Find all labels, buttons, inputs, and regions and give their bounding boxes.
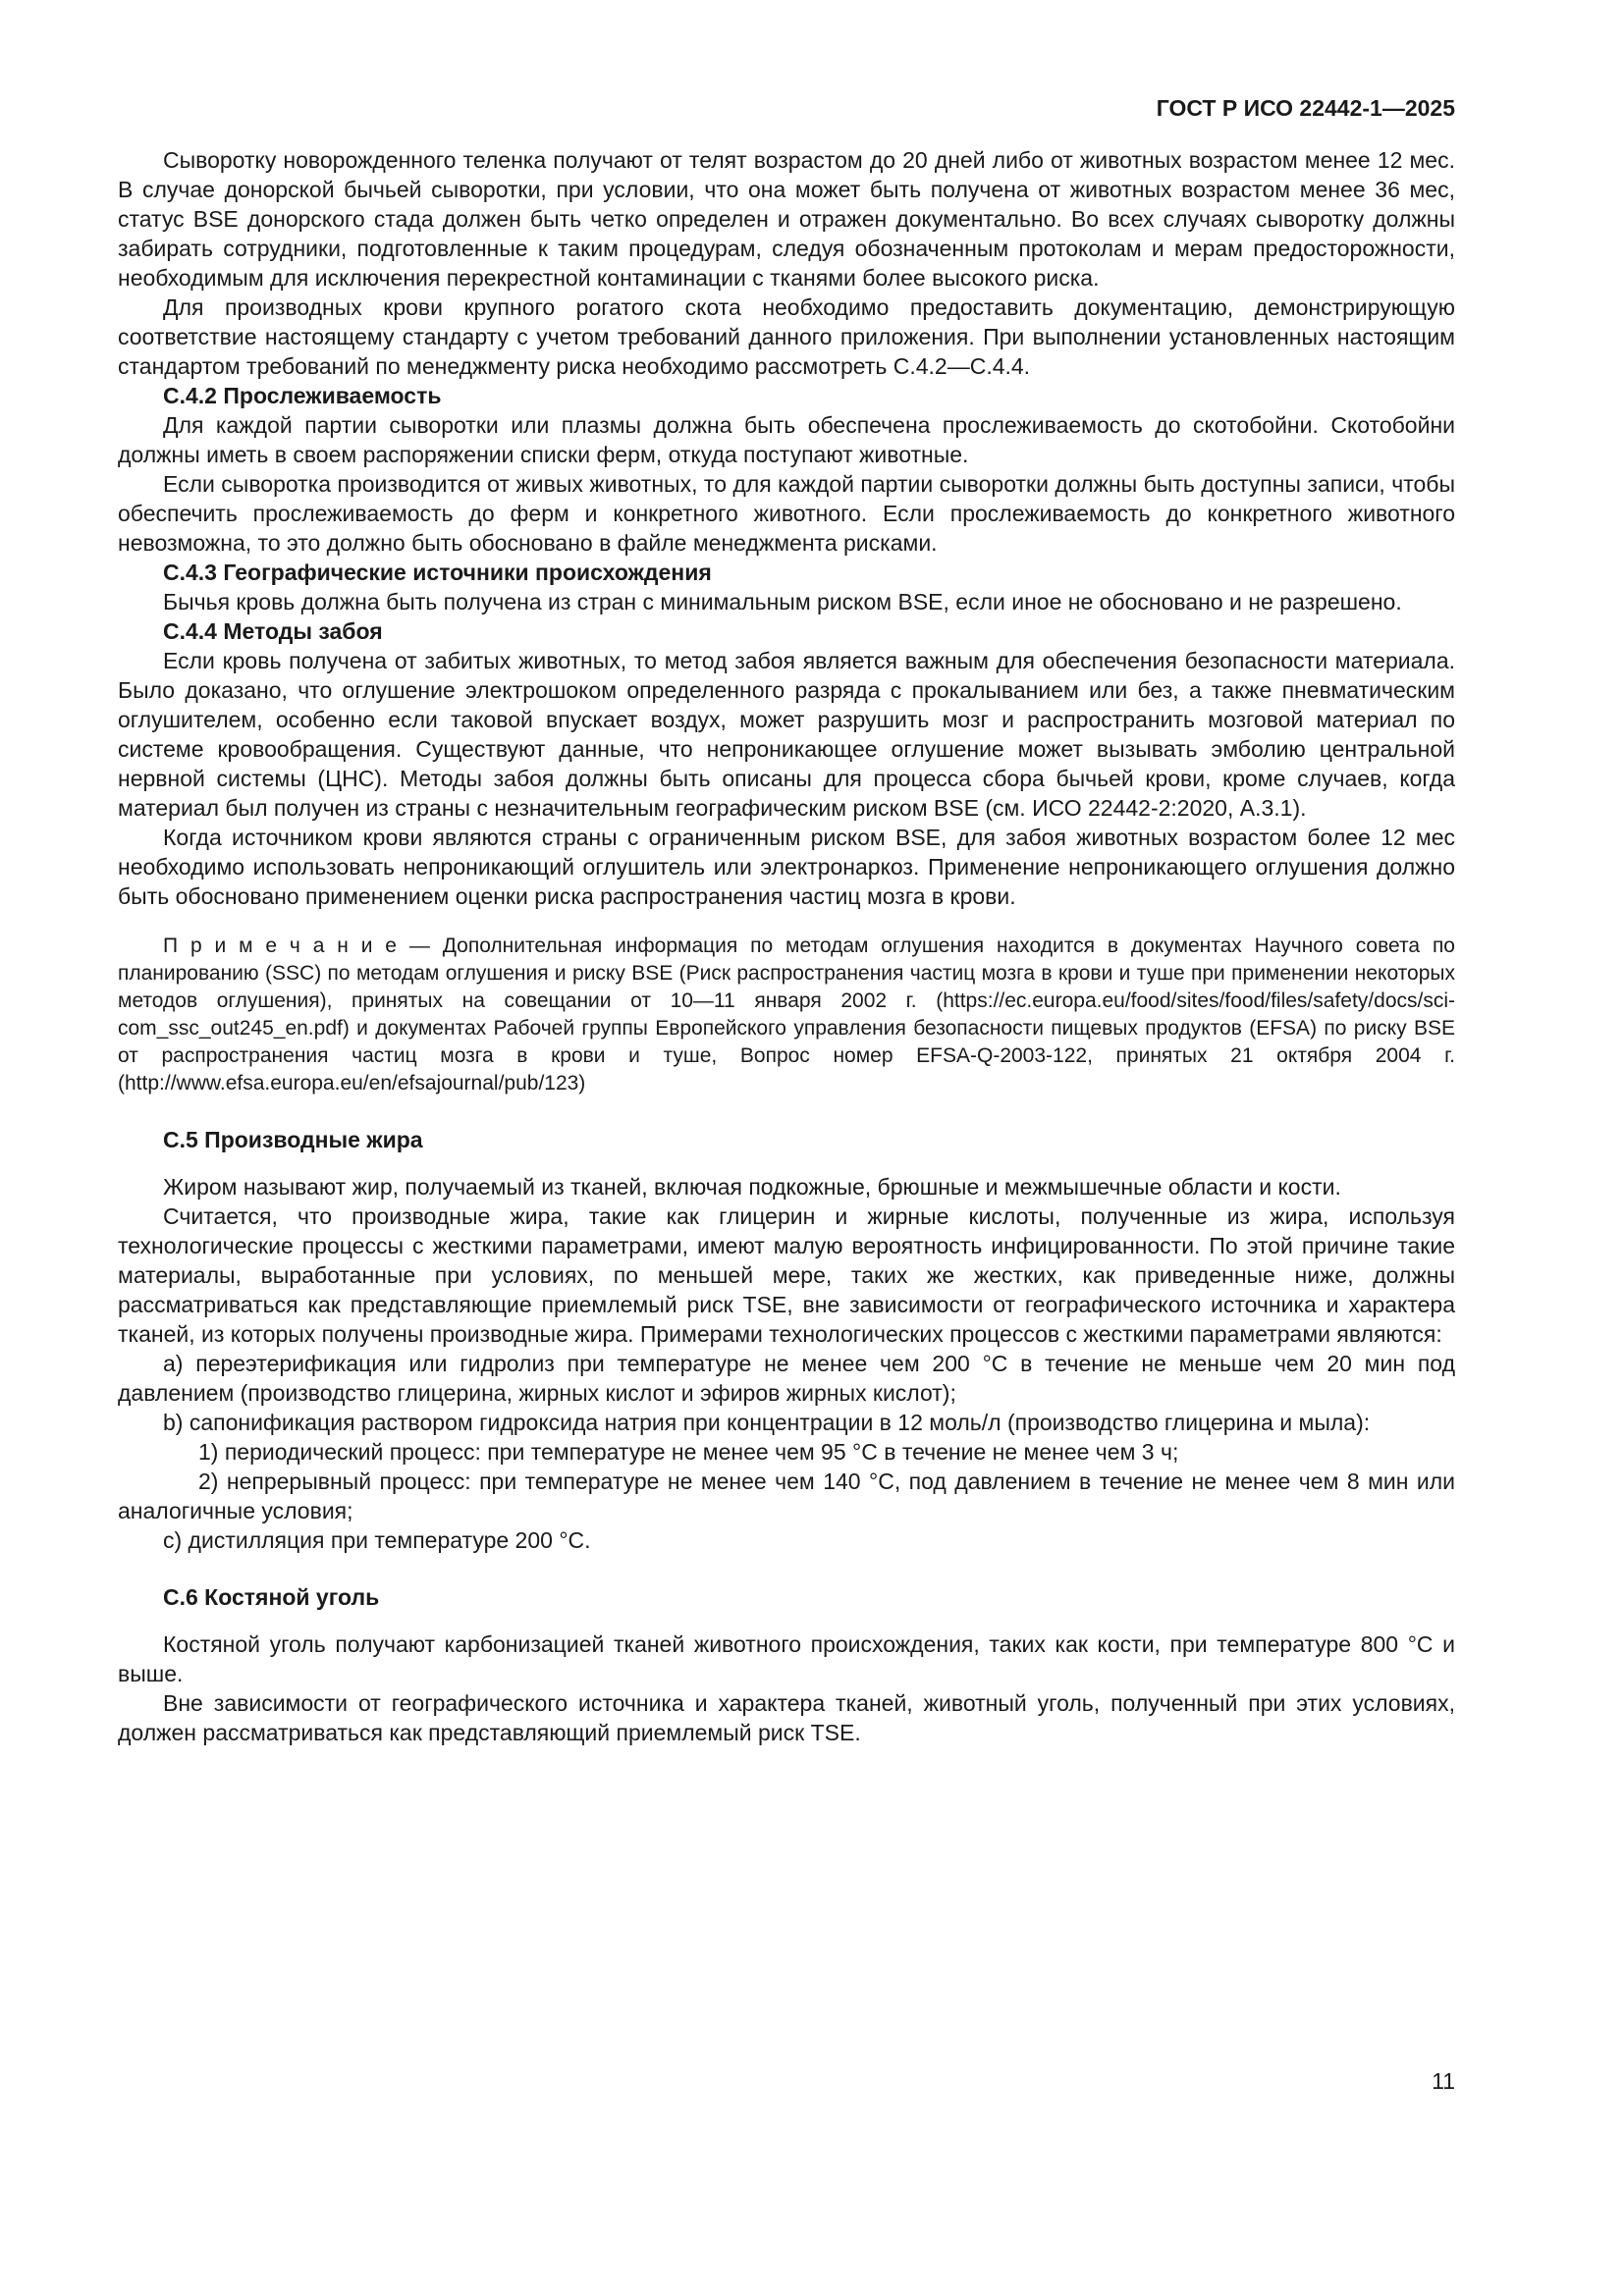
sub-list-item: 2) непрерывный процесс: при температуре не менее чем 140 °С, под давлением в течение не менее чем 8 мин или аналогичные условия; [118,1468,1455,1523]
page-number: 11 [1432,2068,1455,2094]
list-item: c) дистилляция при температуре 200 °С. [163,1527,591,1553]
sub-list-item: 1) периодический процесс: при температуре не менее чем 95 °С в течение не менее чем 3 ч; [198,1439,1179,1465]
section-heading: С.5 Производные жира [163,1127,423,1152]
paragraph: Для производных крови крупного рогатого скота необходимо предоставить документацию, демонстрирующую соответствие настоящему стандарту с учетом требований данного приложения. При выполнении установленных настоящим стандартом требований по менеджменту риска необходимо рассмотреть С.4.2—С.4.4. [118,294,1455,379]
paragraph: Сыворотку новорожденного теленка получают от телят возрастом до 20 дней либо от животных возрастом менее 12 мес. В случае донорской бычьей сыворотки, при условии, что она может быть получена от животных возрастом менее 36 мес, статус BSE донорского стада должен быть четко определен и отражен документально. Во всех случаях сыворотку должны забирать сотрудники, подготовленные к таким процедурам, следуя обозначенным протоколам и мерам предосторожности, необходимым для исключения перекрестной контаминации с тканями более высокого риска. [118,147,1455,291]
paragraph: Вне зависимости от географического источника и характера тканей, животный уголь, полученный при этих условиях, должен рассматриваться как представляющий приемлемый риск TSE. [118,1690,1455,1745]
document-body [118,145,1455,1747]
paragraph: Считается, что производные жира, такие как глицерин и жирные кислоты, полученные из жира, используя технологические процессы с жесткими параметрами, имеют малую вероятность инфицированности. По этой причине такие материалы, выработанные при условиях, по меньшей мере, таких же жестких, как приведенные ниже, должны рассматриваться как представляющие приемлемый риск TSE, вне зависимости от географического источника и характера тканей, из которых получены производные жира. Примерами технологических процессов с жесткими параметрами являются: [118,1203,1455,1347]
paragraph: Если сыворотка производится от живых животных, то для каждой партии сыворотки должны быть доступны записи, чтобы обеспечить прослеживаемость до ферм и конкретного животного. Если прослеживаемость до конкретного животного невозможна, то это должно быть обосновано в файле менеджмента рисками. [118,471,1455,556]
list-item: a) переэтерификация или гидролиз при температуре не менее чем 200 °С в течение не меньше чем 20 мин под давлением (производство глицерина, жирных кислот и эфиров жирных кислот); [118,1351,1455,1406]
note-paragraph: П р и м е ч а н и е — Дополнительная информация по методам оглушения находится в документах Научного совета по планированию (SSC) по методам оглушения и риску BSE (Риск распространения частиц мозга в крови и туше при применении некоторых методов оглушения), принятых на совещании от 10—11 января 2002 г. (https://ec.europa.eu/food/sites/food/files/safety/docs/sci-com_ssc_out245_en.pdf) и документах Рабочей группы Европейского управления безопасности пищевых продуктов (EFSA) по риску BSE от распространения частиц мозга в крови и туше, Вопрос номер EFSA-Q-2003-122, принятых 21 октября 2004 г. (http://www.efsa.europa.eu/en/efsajournal/pub/123) [118,934,1455,1095]
paragraph: Жиром называют жир, получаемый из тканей, включая подкожные, брюшные и межмышечные области и кости. [163,1174,1341,1200]
subsection-heading: С.4.3 Географические источники происхождения [163,560,712,585]
paragraph: Бычья кровь должна быть получена из стран с минимальным риском BSE, если иное не обосновано и не разрешено. [163,589,1402,614]
document-code: ГОСТ Р ИСО 22442-1—2025 [1156,95,1455,121]
page-footer [118,2067,1455,2095]
subsection-heading: С.4.4 Методы забоя [163,618,383,644]
paragraph: Костяной уголь получают карбонизацией тканей животного происхождения, таких как кости, при температуре 800 °С и выше. [118,1631,1455,1686]
paragraph: Если кровь получена от забитых животных, то метод забоя является важным для обеспечения безопасности материала. Было доказано, что оглушение электрошоком определенного разряда с прокалыванием или без, а также пневматическим оглушителем, особенно если таковой впускает воздух, может разрушить мозг и распространить мозговой материал по системе кровообращения. Существуют данные, что непроникающее оглушение может вызывать эмболию центральной нервной системы (ЦНС). Методы забоя должны быть описаны для процесса сбора бычьей крови, кроме случаев, когда материал был получен из страны с незначительным географическим риском BSE (см. ИСО 22442-2:2020, А.3.1). [118,648,1455,821]
list-item: b) сапонификация раствором гидроксида натрия при концентрации в 12 моль/л (производство глицерина и мыла): [163,1410,1371,1435]
page-header [118,94,1455,122]
paragraph: Для каждой партии сыворотки или плазмы должна быть обеспечена прослеживаемость до скотобойни. Скотобойни должны иметь в своем распоряжении списки ферм, откуда поступают животные. [118,412,1455,467]
subsection-heading: С.4.2 Прослеживаемость [163,383,442,408]
section-heading: С.6 Костяной уголь [163,1584,380,1610]
paragraph: Когда источником крови являются страны с ограниченным риском BSE, для забоя животных возрастом более 12 мес необходимо использовать непроникающий оглушитель или электронаркоз. Применение непроникающего оглушения должно быть обосновано применением оценки риска распространения частиц мозга в крови. [118,825,1455,909]
